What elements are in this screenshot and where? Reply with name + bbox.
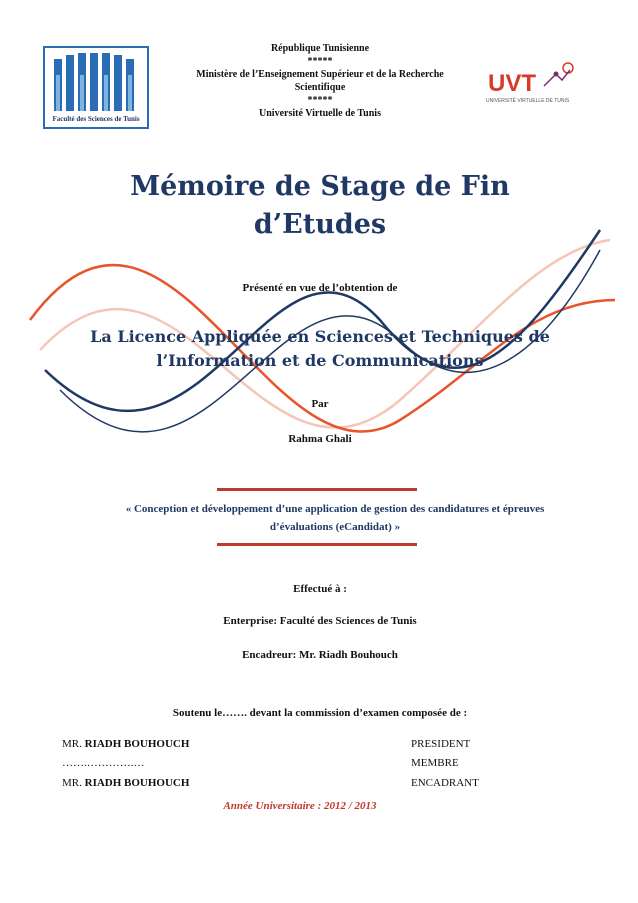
jury-member-2: [62, 757, 145, 769]
jury-member-3: [62, 777, 189, 789]
degree-line-1: La Licence Appliquée en Sciences et Techniques de: [90, 327, 550, 346]
uvt-logo-subtitle: UNIVERSITÉ VIRTUELLE DE TUNIS: [486, 98, 570, 104]
jury-name: RIADH BOUHOUCH: [84, 777, 190, 789]
university-text: Université Virtuelle de Tunis: [259, 108, 381, 119]
faculty-logo: [42, 45, 150, 130]
presented-text: Présenté en vue de l’obtention de: [242, 282, 398, 294]
republic-text: République Tunisienne: [270, 43, 370, 54]
degree-title: [70, 325, 570, 373]
faculty-logo-caption: Faculté des Sciences de Tunis: [52, 115, 140, 123]
ministry-line-2: Scientifique: [294, 82, 346, 93]
effectue-label: Effectué à :: [293, 583, 347, 595]
project-subject: [100, 500, 570, 536]
divider-top: [217, 488, 417, 491]
defense-text: Soutenu le……. devant la commission d’examen composée de :: [172, 707, 468, 719]
stars-1: *****: [307, 56, 333, 67]
title-line-1: Mémoire de Stage de Fin: [130, 171, 510, 202]
jury-name: RIADH BOUHOUCH: [84, 738, 190, 750]
jury-member-1: [62, 738, 189, 750]
uvt-logo-icon: [540, 60, 580, 90]
jury-prefix: MR.: [62, 738, 82, 750]
uvt-logo-text: UVT: [488, 70, 536, 97]
stars-2: *****: [307, 95, 333, 106]
author-name: Rahma Ghali: [288, 433, 352, 445]
divider-bottom: [217, 543, 417, 546]
subject-line-1: « Conception et développement d’une application de gestion des candidatures et épreuves: [125, 503, 545, 515]
header-block: [160, 42, 480, 120]
enterprise-text: Enterprise: Faculté des Sciences de Tunis: [223, 615, 417, 627]
subject-line-2: d’évaluations (eCandidat) »: [269, 521, 401, 533]
jury-role-3: ENCADRANT: [411, 777, 479, 789]
jury-prefix: MR.: [62, 777, 82, 789]
ministry-line-1: Ministère de l’Enseignement Supérieur et de la Recherche: [196, 69, 444, 80]
par-label: Par: [311, 398, 329, 410]
title-line-2: d’Etudes: [253, 209, 387, 240]
supervisor-text: Encadreur: Mr. Riadh Bouhouch: [242, 649, 398, 661]
jury-name: …….………….…: [62, 757, 145, 769]
jury-role-1: PRESIDENT: [411, 738, 471, 750]
jury-role-2: MEMBRE: [411, 757, 459, 769]
thesis-title: [60, 168, 580, 244]
uvt-logo: [478, 58, 588, 110]
academic-year: Année Universitaire : 2012 / 2013: [223, 800, 377, 812]
degree-line-2: l’Information et de Communications: [156, 351, 484, 370]
